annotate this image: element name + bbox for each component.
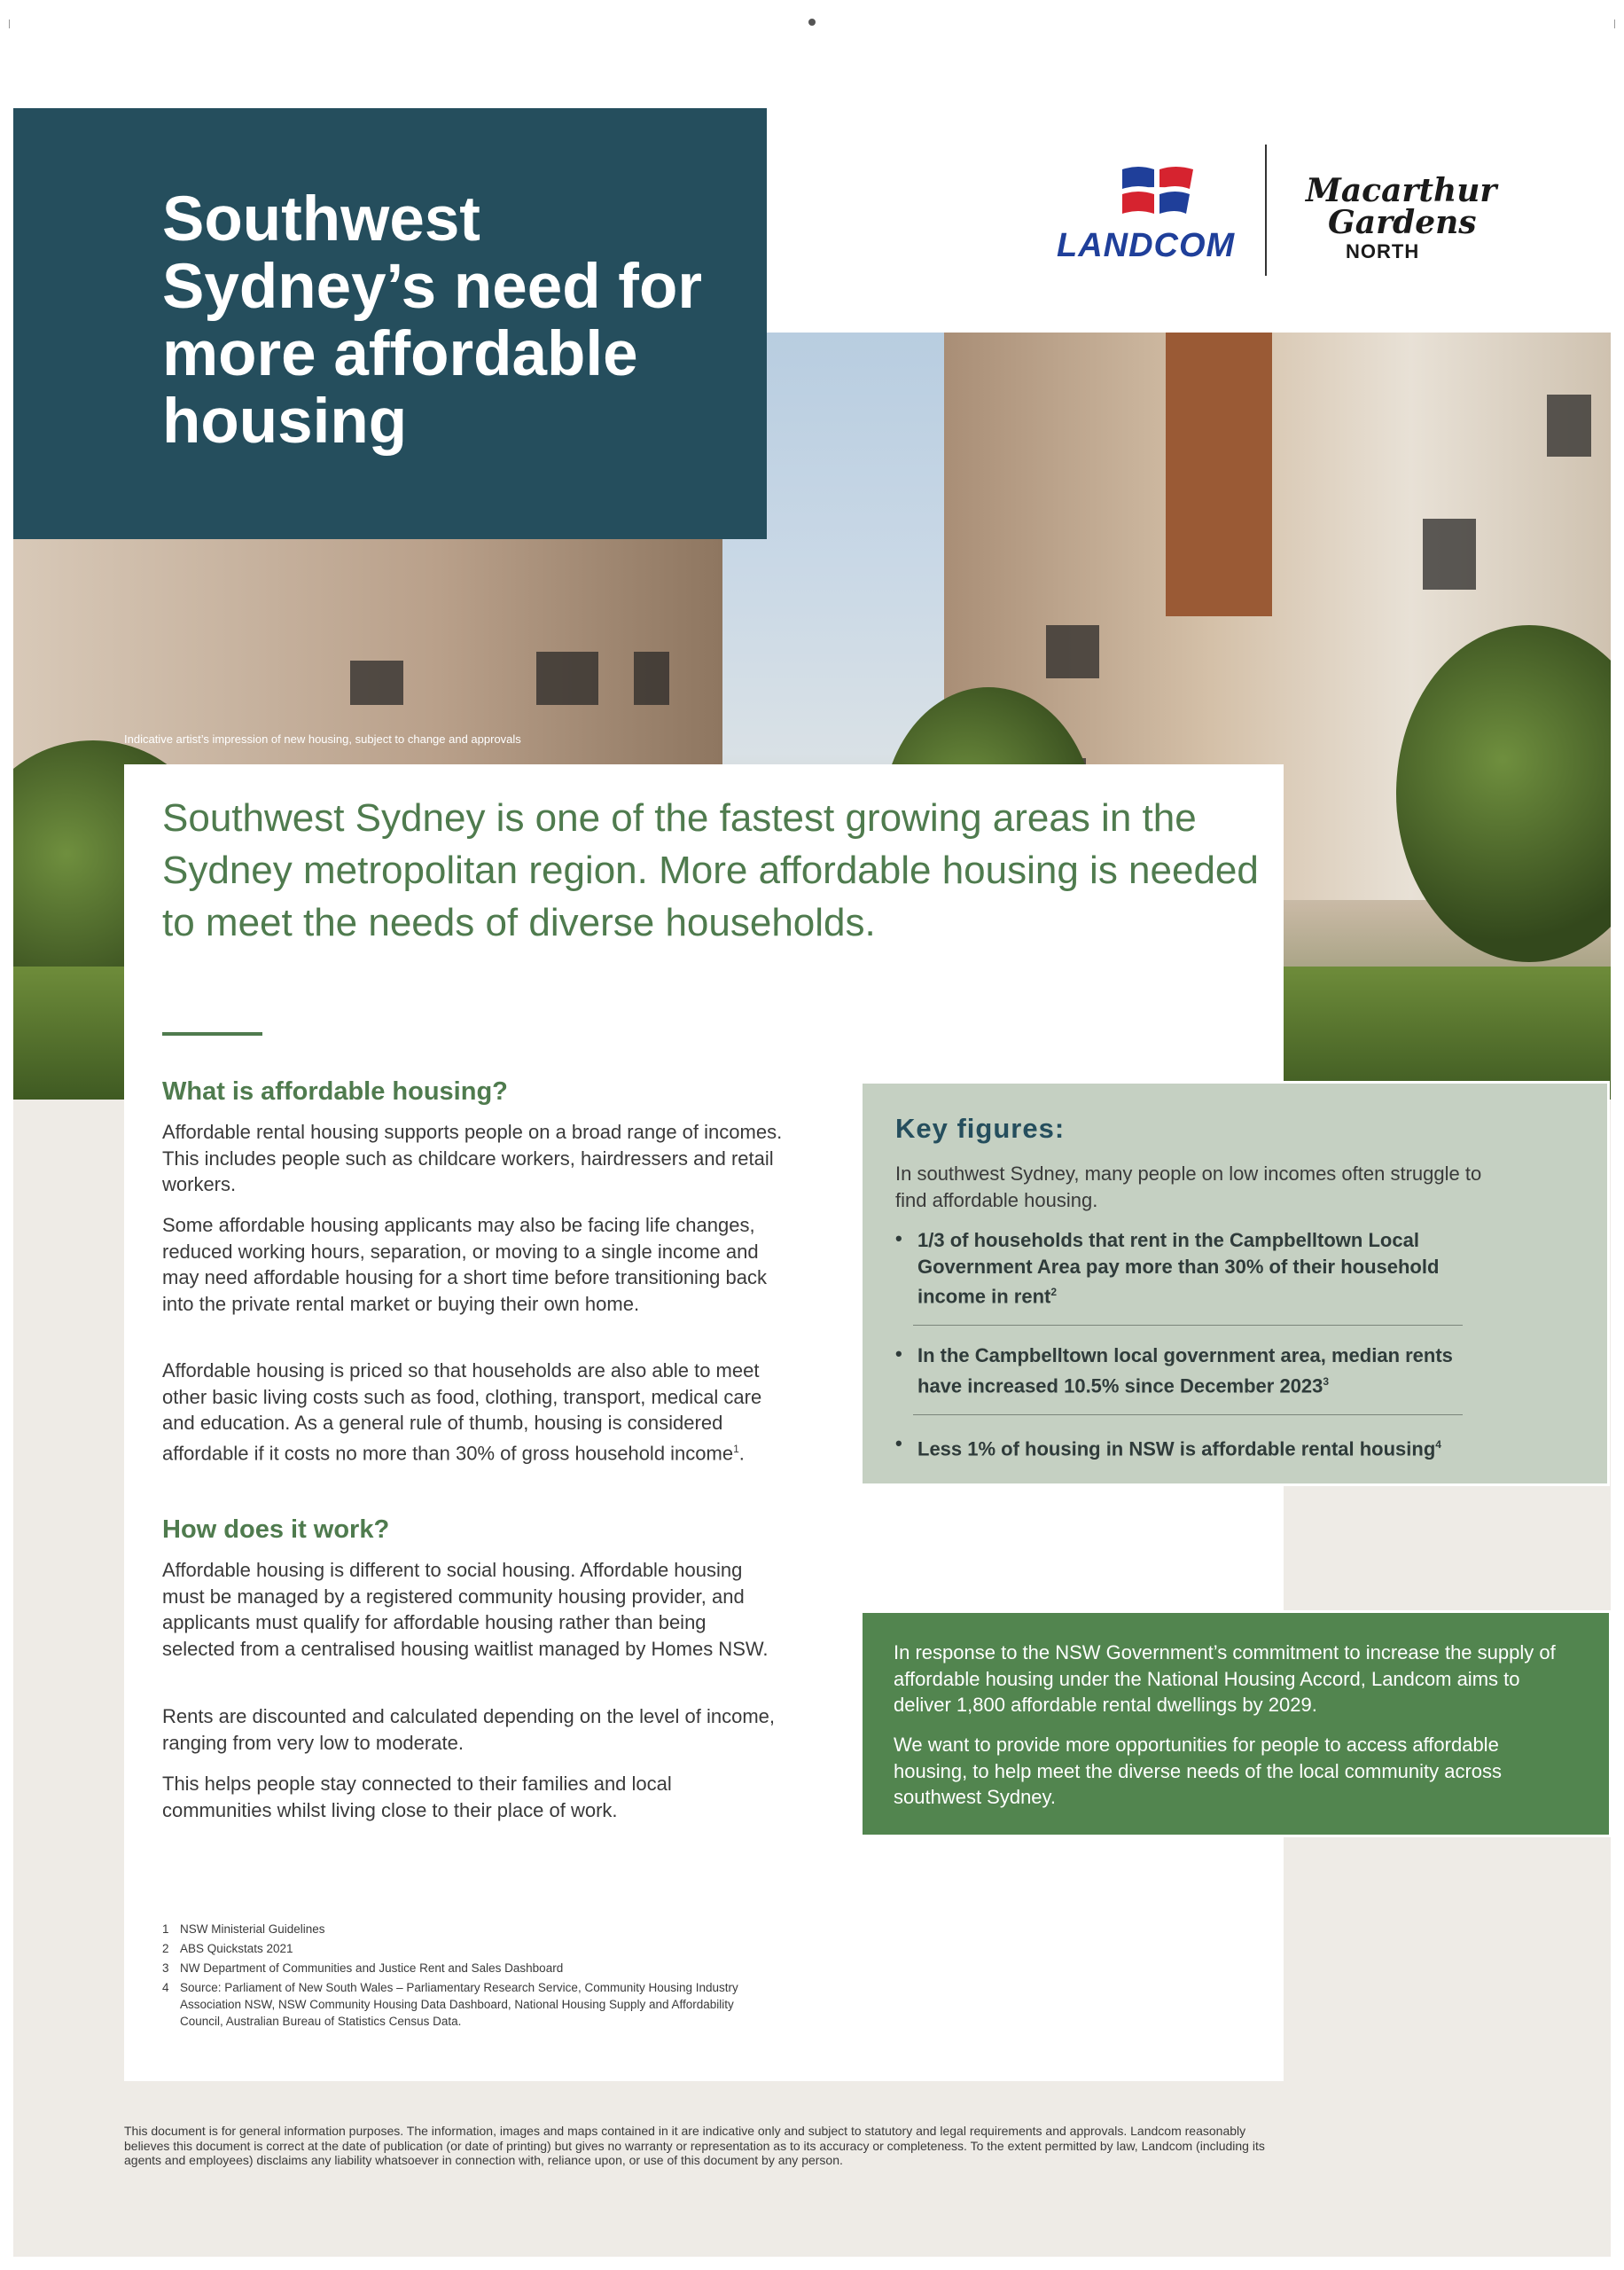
key-figure-divider (913, 1325, 1463, 1326)
commitment-paragraph: In response to the NSW Government’s commitment to increase the supply of affordable housing under the National Housing Accord, Landcom aims to deliver 1,800 affordable rental dwellings by 2029. (894, 1641, 1556, 1716)
disclaimer: This document is for general information purposes. The information, images and maps contained in it are indicative only and subject to statutory and legal requirements and approvals. Landcom reasonably believes this document is correct at the date of publication (or date of printing) but gives no warranty or representation as to its accuracy or completeness. To the extent permitted by law, Landcom (including its agents and employees) disclaims any liability whatsoever in connection with, reliance upon, or use of this document by any person. (124, 2124, 1265, 2167)
bullet: • (895, 1342, 902, 1365)
footnote-text: NSW Ministerial Guidelines (180, 1922, 325, 1936)
footnote-text: ABS Quickstats 2021 (180, 1942, 293, 1955)
section-heading-what: What is affordable housing? (162, 1077, 508, 1106)
paragraph-end: . (738, 1441, 745, 1464)
footnote-ref: 3 (1323, 1374, 1330, 1388)
footnote (162, 1940, 765, 1957)
intro-rule (162, 1032, 262, 1036)
footnote-number: 4 (162, 1981, 169, 1994)
key-figure-item (917, 1342, 1467, 1398)
footnotes (162, 1921, 765, 2032)
image-caption: Indicative artist’s impression of new housing, subject to change and approvals (124, 732, 521, 746)
footnote-number: 3 (162, 1961, 169, 1975)
landcom-logo: LANDCOM (1057, 227, 1236, 264)
paragraph: Affordable rental housing supports people on a broad range of incomes. This includes people such as childcare workers, hairdressers and retail workers. (162, 1121, 783, 1195)
commitment-paragraph: We want to provide more opportunities for people to access affordable housing, to help meet the diverse needs of the local community across southwest Sydney. (894, 1734, 1503, 1808)
crop-mark-top-left (0, 20, 10, 28)
footnote (162, 1921, 765, 1937)
project-logo-line-3: NORTH (1346, 240, 1420, 262)
footnote (162, 1960, 765, 1976)
footnote-text: Source: Parliament of New South Wales – Parliamentary Research Service, Community Housing Industry Association NSW, NSW Community Housing Data Dashboard, National Housing Supply and Affordability Council, Australian Bureau of Statistics Census Data. (180, 1981, 738, 2028)
logo-divider (1265, 145, 1267, 276)
paragraph: Some affordable housing applicants may also be facing life changes, reduced working hours, separation, or moving to a single income and may need affordable housing for a short time before transitioning back into the private rental market or buying their own home. (162, 1214, 767, 1315)
footnote-number: 2 (162, 1942, 169, 1955)
key-figure-item (917, 1432, 1467, 1462)
landcom-flag-icon (1119, 162, 1197, 226)
key-figure-text: In the Campbelltown local government area, median rents have increased 10.5% since December 2023 (917, 1344, 1453, 1397)
key-figures-intro: In southwest Sydney, many people on low incomes often struggle to find affordable housing. (895, 1162, 1482, 1211)
key-figures-title: Key figures: (895, 1113, 1066, 1144)
crop-mark-top-right (1614, 20, 1624, 28)
footnote-number: 1 (162, 1922, 169, 1936)
project-logo-line-1: Macarthur (1306, 172, 1497, 209)
key-figure-text: Less 1% of housing in NSW is affordable rental housing (917, 1437, 1436, 1460)
key-figure-item (917, 1227, 1467, 1310)
paragraph: Rents are discounted and calculated depending on the level of income, ranging from very low to moderate. (162, 1705, 776, 1754)
footnote-ref: 1 (733, 1442, 739, 1455)
footnote-text: NW Department of Communities and Justice Rent and Sales Dashboard (180, 1961, 564, 1975)
bullet: • (895, 1432, 902, 1454)
paragraph-text: Affordable housing is priced so that households are also able to meet other basic living costs such as food, clothing, transport, medical care and education. As a general rule of thumb, housing is considered affordable if it costs no more than 30% of gross household income (162, 1359, 762, 1464)
paragraph: This helps people stay connected to their families and local communities whilst living close to their place of work. (162, 1773, 672, 1821)
section-heading-how: How does it work? (162, 1515, 390, 1544)
building-facade-timber (1166, 333, 1272, 616)
footnote (162, 1979, 765, 2030)
key-figure-text: 1/3 of households that rent in the Campbelltown Local Government Area pay more than 30% of their household income in rent (917, 1229, 1440, 1308)
intro-statement: Southwest Sydney is one of the fastest growing areas in the Sydney metropolitan region. More affordable housing is needed to meet the needs of diverse households. (162, 796, 1259, 944)
page-title: Southwest Sydney’s need for more affordable housing (162, 184, 702, 457)
project-logo-line-2: Gardens (1328, 204, 1477, 241)
registration-mark-top (808, 19, 816, 26)
bullet: • (895, 1227, 902, 1249)
paragraph: Affordable housing is different to social housing. Affordable housing must be managed by a registered community housing provider, and applicants must qualify for affordable housing rather than being selected from a centralised housing waitlist managed by Homes NSW. (162, 1559, 769, 1660)
footnote-ref: 2 (1050, 1286, 1058, 1298)
footnote-ref: 4 (1435, 1438, 1441, 1451)
key-figure-divider (913, 1414, 1463, 1415)
paragraph (162, 1358, 783, 1466)
